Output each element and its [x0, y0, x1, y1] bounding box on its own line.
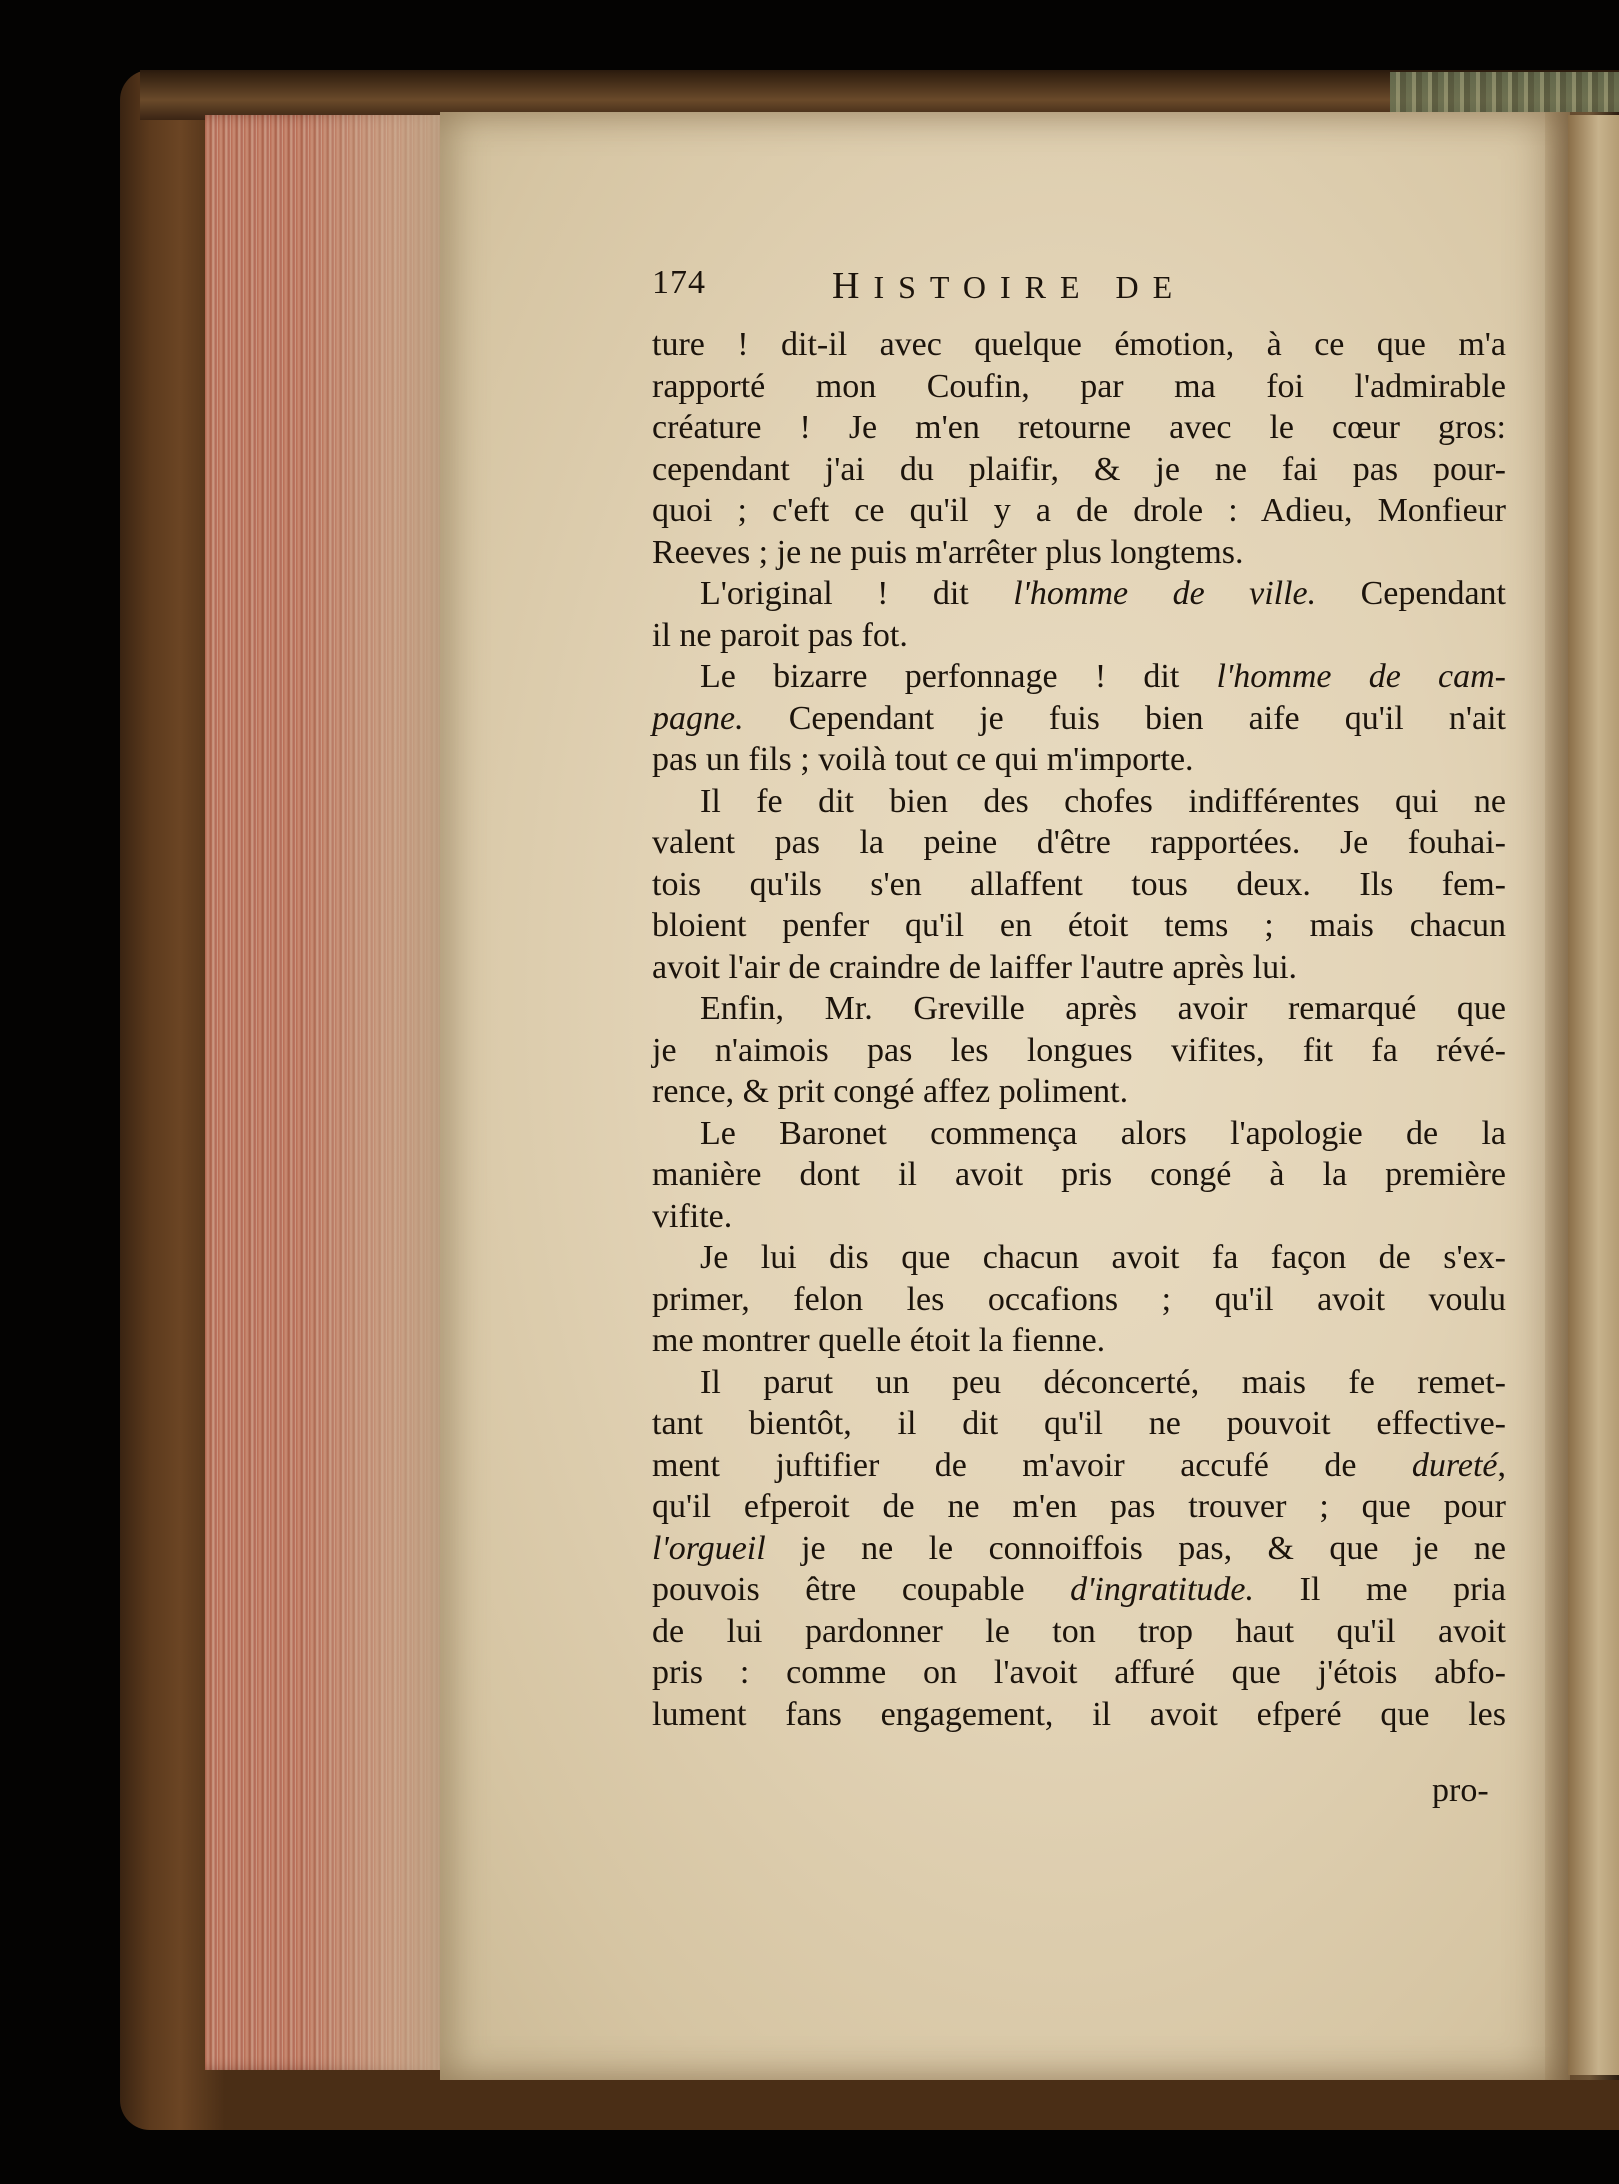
text-run: Le Baronet commença alors l'apologie de la	[700, 1114, 1506, 1152]
text-line	[652, 1611, 1506, 1653]
text-run: qu'il efperoit de ne m'en pas trouver ; que pour	[652, 1488, 1506, 1525]
text-run: Il fe dit bien des chofes indifférentes qui ne	[700, 782, 1506, 820]
text-run: de lui pardonner le ton trop haut qu'il avoit	[652, 1612, 1506, 1650]
text-run: je ne le connoiffois pas, & que je ne	[765, 1529, 1506, 1567]
text-line	[652, 1445, 1506, 1487]
page-text	[652, 324, 1506, 1735]
text-line	[652, 366, 1506, 408]
text-line	[652, 988, 1506, 1030]
text-run: valent pas la peine d'être rapportées. Je fouhai-	[652, 824, 1506, 861]
text-line	[652, 449, 1506, 491]
text-line	[652, 1569, 1506, 1611]
text-run: Le bizarre perfonnage ! dit	[700, 658, 1217, 695]
text-line	[652, 490, 1506, 532]
text-run: je n'aimois pas les longues vifites, fit fa révé-	[652, 1031, 1506, 1069]
text-run: Cependant	[1316, 575, 1507, 612]
text-line	[652, 1652, 1506, 1694]
text-run: cependant j'ai du plaifir, & je ne fai pas pour-	[652, 450, 1506, 488]
text-line	[652, 1320, 1506, 1362]
text-run: lument fans engagement, il avoit efperé que les	[652, 1695, 1506, 1733]
text-line	[652, 324, 1506, 366]
text-line	[652, 1694, 1506, 1736]
text-run: ture ! dit-il avec quelque émotion, à ce que m'a	[652, 326, 1506, 363]
text-run: ,	[1497, 1446, 1506, 1484]
text-run: manière dont il avoit pris congé à la première	[652, 1156, 1506, 1193]
text-line	[652, 1362, 1506, 1404]
text-run: Enfin, Mr. Greville après avoir remarqué que	[700, 990, 1506, 1027]
text-run: me montrer quelle étoit la fienne.	[652, 1322, 1106, 1359]
text-line	[652, 781, 1506, 823]
text-run: L'original ! dit	[700, 575, 1014, 612]
italic-text-run: l'homme de ville.	[1013, 575, 1317, 612]
running-title: HISTOIRE DE	[832, 265, 1187, 307]
text-run: primer, felon les occafions ; qu'il avoit voulu	[652, 1280, 1506, 1318]
text-run: rence, & prit congé affez poliment.	[652, 1073, 1129, 1110]
text-line	[652, 698, 1506, 740]
text-line	[652, 1237, 1506, 1279]
text-run: Je lui dis que chacun avoit fa façon de s'ex-	[700, 1239, 1506, 1276]
catchword: pro-	[1432, 1772, 1489, 1809]
text-line	[652, 739, 1506, 781]
text-run: pris : comme on l'avoit affuré que j'étois abfo-	[652, 1654, 1506, 1691]
page-edges-fade	[300, 115, 450, 2070]
text-line	[652, 532, 1506, 574]
text-line	[652, 1528, 1506, 1570]
text-line	[652, 905, 1506, 947]
text-run: quoi ; c'eft ce qu'il y a de drole : Adieu, Monfieur	[652, 492, 1506, 529]
text-line	[652, 1113, 1506, 1155]
text-run: Il me pria	[1254, 1571, 1506, 1608]
page-number: 174	[652, 264, 706, 301]
gilt-ornament	[1390, 72, 1619, 112]
text-run: ment juftifier de m'avoir accufé de	[652, 1446, 1412, 1484]
text-run: avoit l'air de craindre de laiffer l'autre après lui.	[652, 948, 1298, 986]
text-line	[652, 615, 1506, 657]
text-line	[652, 1154, 1506, 1196]
text-line	[652, 1279, 1506, 1321]
text-run: tant bientôt, il dit qu'il ne pouvoit effective-	[652, 1405, 1506, 1442]
italic-text-run: pagne.	[652, 699, 744, 737]
text-line	[652, 1071, 1506, 1113]
text-run: il ne paroit pas fot.	[652, 616, 908, 654]
text-run: rapporté mon Coufin, par ma foi l'admirable	[652, 367, 1506, 405]
text-line	[652, 407, 1506, 449]
text-run: créature ! Je m'en retourne avec le cœur gros:	[652, 409, 1506, 446]
text-line	[652, 573, 1506, 615]
text-run: vifite.	[652, 1197, 733, 1235]
text-run: pas un fils ; voilà tout ce qui m'importe.	[652, 741, 1194, 778]
text-line	[652, 822, 1506, 864]
italic-text-run: d'ingratitude.	[1070, 1571, 1255, 1608]
facing-page-sliver	[1568, 115, 1619, 2075]
text-line	[652, 1196, 1506, 1238]
text-line	[652, 656, 1506, 698]
text-run: Cependant je fuis bien aife qu'il n'ait	[743, 699, 1506, 737]
italic-text-run: l'homme de cam-	[1216, 658, 1506, 695]
text-run: bloient penfer qu'il en étoit tems ; mais chacun	[652, 907, 1506, 944]
text-run: pouvois être coupable	[652, 1571, 1071, 1608]
text-line	[652, 1486, 1506, 1528]
text-line	[652, 947, 1506, 989]
running-head	[652, 264, 1292, 312]
italic-text-run: dureté	[1411, 1446, 1498, 1484]
text-line	[652, 1030, 1506, 1072]
italic-text-run: l'orgueil	[652, 1529, 766, 1567]
text-run: tois qu'ils s'en allaffent tous deux. Ils fem-	[652, 865, 1506, 903]
text-line	[652, 864, 1506, 906]
text-line	[652, 1403, 1506, 1445]
text-run: Reeves ; je ne puis m'arrêter plus longtems.	[652, 533, 1244, 571]
text-run: Il parut un peu déconcerté, mais fe remet-	[700, 1363, 1506, 1401]
